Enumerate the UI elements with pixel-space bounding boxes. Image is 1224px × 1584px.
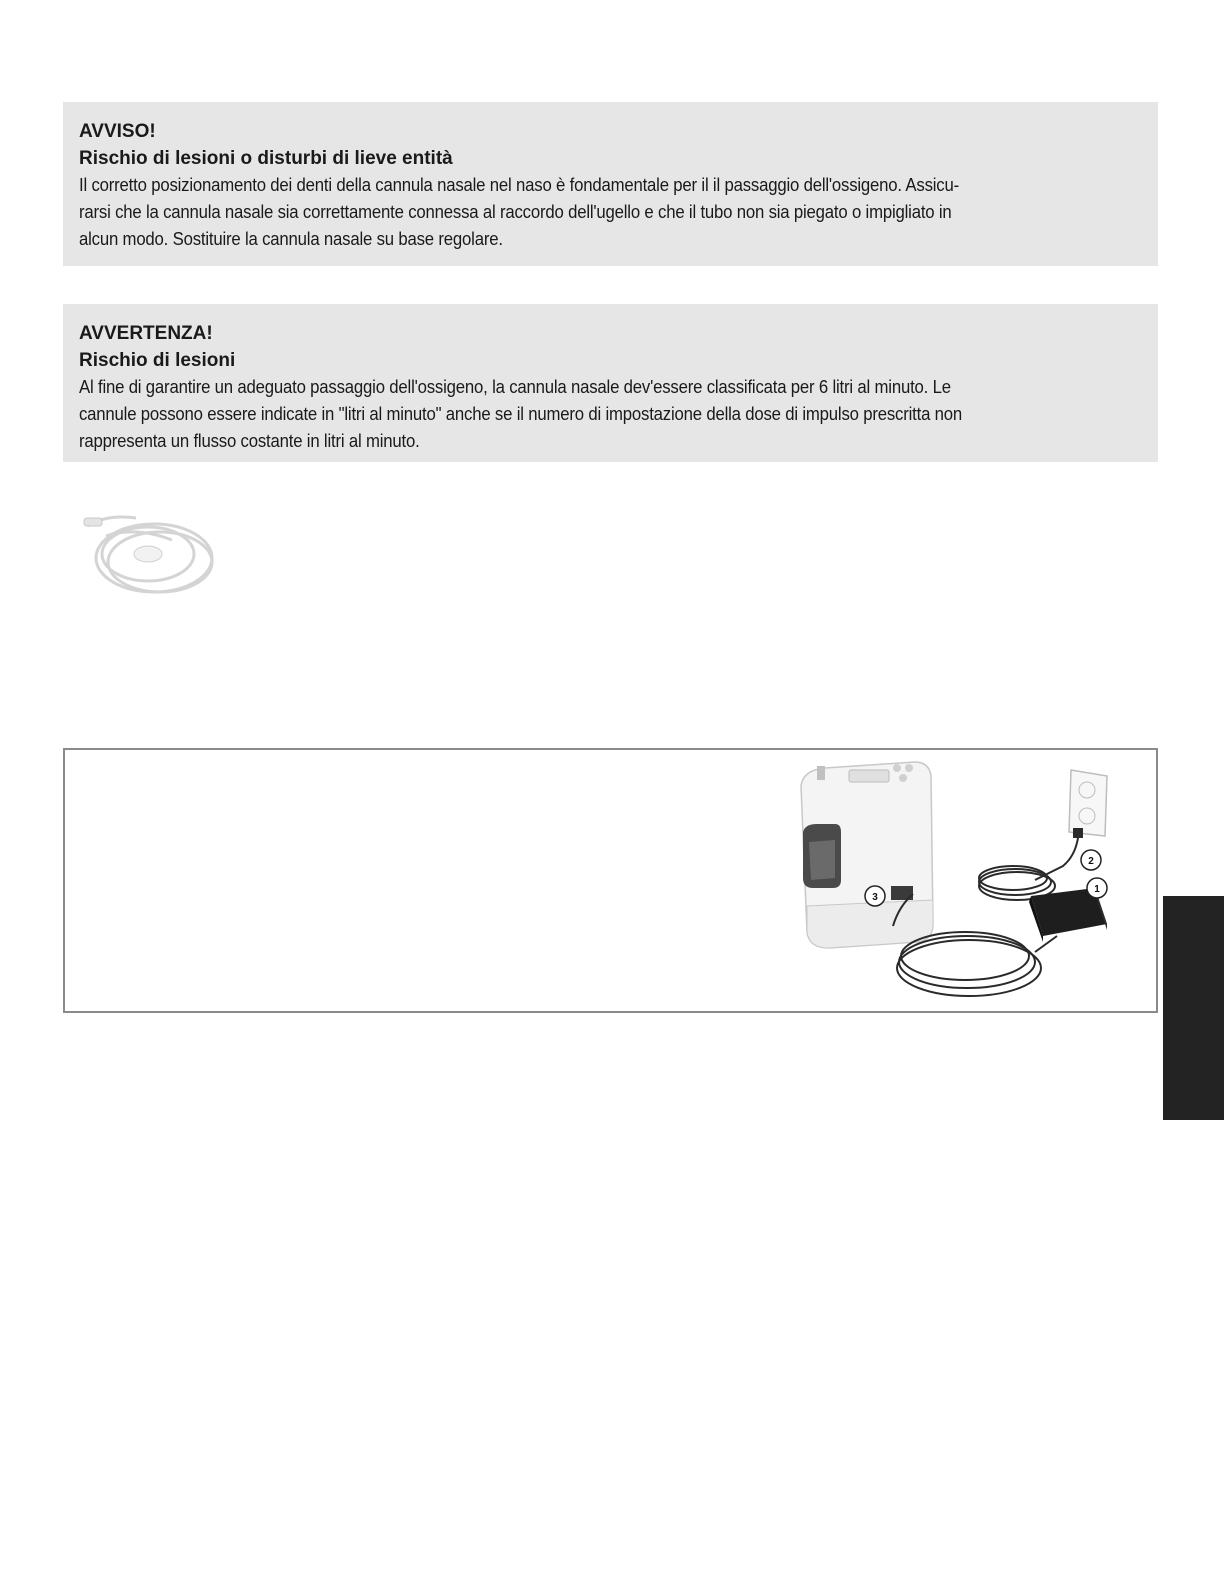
callout-3-label: 3	[872, 892, 878, 903]
notice-line: Al fine di garantire un adeguato passaggio dell'ossigeno, la cannula nasale dev'essere classificata per 6 litri al minuto. Le	[79, 377, 951, 397]
notice-line: Il corretto posizionamento dei denti della cannula nasale nel naso è fondamentale per il il passaggio dell'ossigeno. Assicu-	[79, 175, 960, 195]
notice-signal-word: AVVERTENZA!	[79, 323, 213, 344]
notice-signal-word: AVVISO!	[79, 121, 156, 142]
callout-2	[1081, 850, 1101, 870]
callout-2-label: 2	[1088, 856, 1094, 867]
nasal-cannula-image	[76, 496, 226, 608]
notice-hazard-title: Rischio di lesioni	[79, 350, 236, 371]
callout-1	[1087, 878, 1107, 898]
oxygen-concentrator-icon	[801, 762, 933, 948]
notice-body	[79, 374, 1149, 455]
notice-line: rarsi che la cannula nasale sia correttamente connessa al raccordo dell'ugello e che il tubo non sia piegato o impigliato in	[79, 202, 952, 222]
notice-hazard-title: Rischio di lesioni o disturbi di lieve entità	[79, 148, 453, 169]
callout-1-label: 1	[1094, 884, 1100, 895]
notice-avviso	[63, 102, 1158, 266]
notice-line: rappresenta un flusso costante in litri al minuto.	[79, 431, 420, 451]
section-thumb-tab	[1163, 896, 1224, 1120]
notice-body	[79, 172, 1149, 253]
notice-line: alcun modo. Sostituire la cannula nasale su base regolare.	[79, 229, 503, 249]
figure-frame	[63, 748, 1158, 1013]
concentrator-power-supply-illustration	[795, 756, 1155, 1010]
notice-avvertenza	[63, 304, 1158, 462]
wall-outlet-icon	[1069, 770, 1107, 838]
callout-3	[865, 886, 885, 906]
notice-line: cannule possono essere indicate in "litri al minuto" anche se il numero di impostazione della dose di impulso prescritta non	[79, 404, 963, 424]
